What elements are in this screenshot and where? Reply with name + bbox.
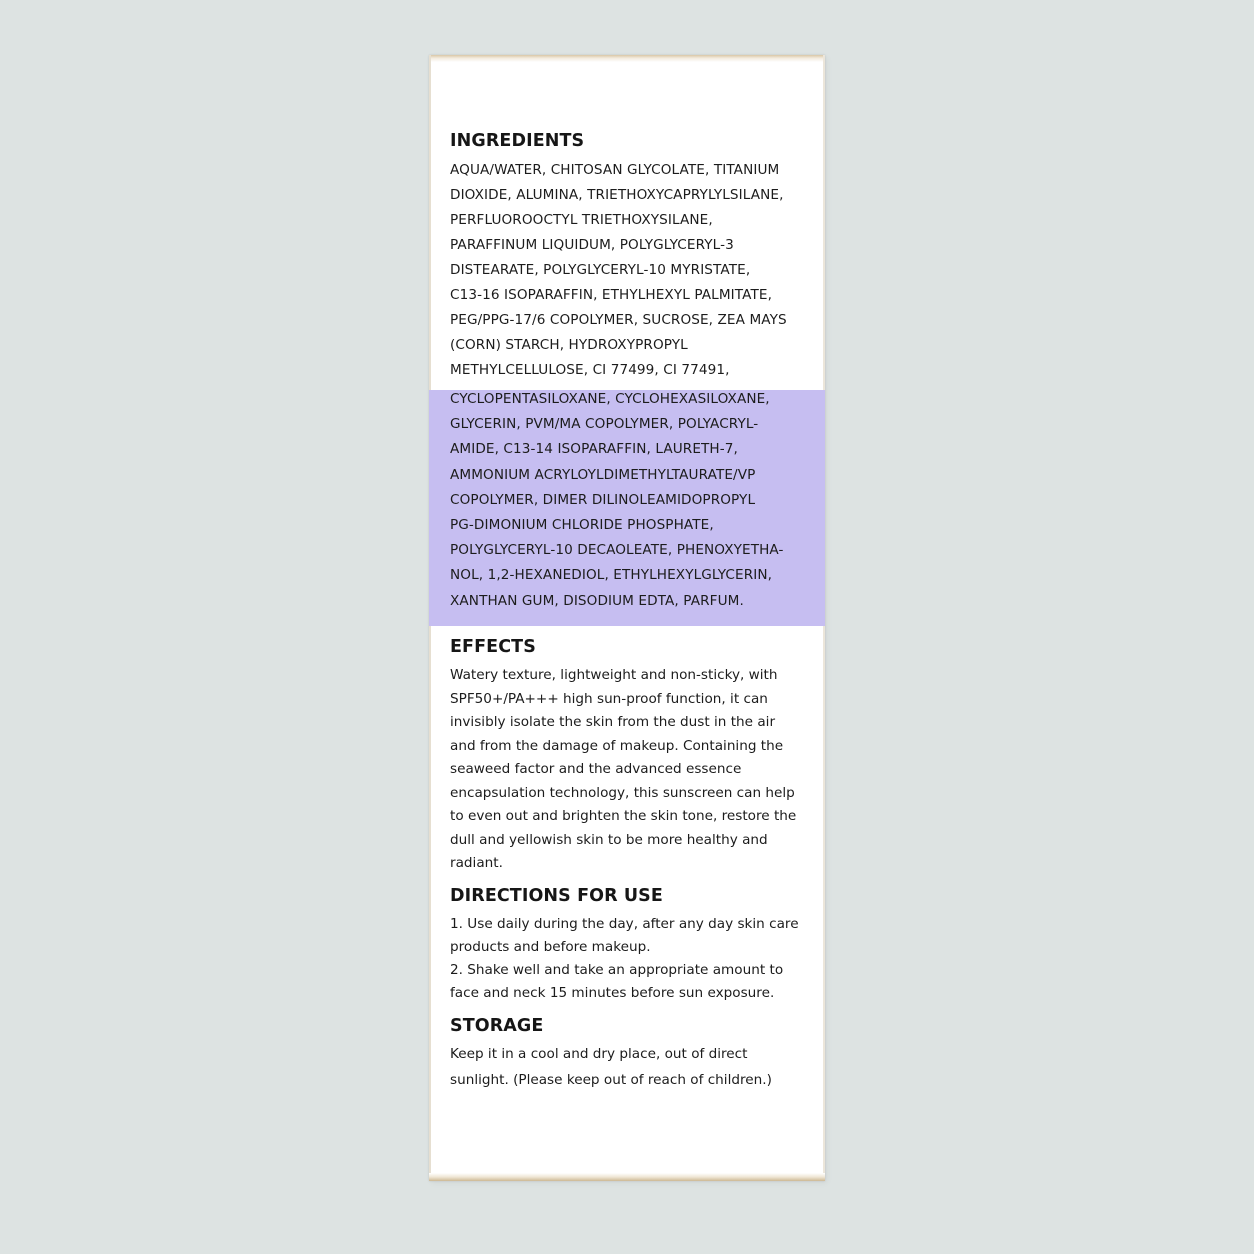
- ingredients-line: (CORN) STARCH, HYDROXYPROPYL: [450, 337, 688, 353]
- effects-line: SPF50+/PA+++ high sun-proof function, it can: [450, 690, 768, 707]
- ingredients-line: PERFLUOROOCTYL TRIETHOXYSILANE,: [450, 212, 713, 228]
- storage-heading: STORAGE: [450, 1016, 544, 1036]
- ingredients-line: XANTHAN GUM, DISODIUM EDTA, PARFUM.: [450, 592, 744, 609]
- effects-line: encapsulation technology, this sunscreen can help: [450, 784, 795, 801]
- effects-text: [450, 664, 796, 876]
- ingredients-line: METHYLCELLULOSE, CI 77499, CI 77491,: [450, 362, 730, 378]
- directions-line: 2. Shake well and take an appropriate amount to: [450, 962, 784, 978]
- storage-line: sunlight. (Please keep out of reach of children.): [450, 1071, 772, 1088]
- effects-line: dull and yellowish skin to be more healthy and: [450, 831, 768, 848]
- effects-line: to even out and brighten the skin tone, restore the: [450, 808, 797, 824]
- directions-line: face and neck 15 minutes before sun exposure.: [450, 985, 775, 1001]
- ingredients-line: DIOXIDE, ALUMINA, TRIETHOXYCAPRYLYLSILANE,: [450, 187, 784, 203]
- effects-line: seaweed factor and the advanced essence: [450, 761, 742, 777]
- effects-heading: EFFECTS: [450, 637, 536, 657]
- effects-line: and from the damage of makeup. Containing the: [450, 737, 784, 754]
- ingredients-line: C13-16 ISOPARAFFIN, ETHYLHEXYL PALMITATE,: [450, 287, 772, 303]
- directions-text: [450, 913, 799, 1005]
- ingredients-line: COPOLYMER, DIMER DILINOLEAMIDOPROPYL: [450, 491, 756, 508]
- ingredients-line: DISTEARATE, POLYGLYCERYL-10 MYRISTATE,: [450, 262, 751, 278]
- directions-line: 1. Use daily during the day, after any day skin care: [450, 916, 799, 932]
- ingredients-line: PEG/PPG-17/6 COPOLYMER, SUCROSE, ZEA MAYS: [450, 312, 787, 328]
- ingredients-line: PG-DIMONIUM CHLORIDE PHOSPHATE,: [450, 516, 714, 533]
- ingredients-list-band: [450, 387, 784, 614]
- effects-line: radiant.: [450, 855, 503, 871]
- directions-line: products and before makeup.: [450, 939, 651, 955]
- ingredients-heading: INGREDIENTS: [450, 131, 585, 151]
- storage-text: [450, 1043, 772, 1093]
- ingredients-line: AMIDE, C13-14 ISOPARAFFIN, LAURETH-7,: [450, 441, 738, 458]
- ingredients-line: POLYGLYCERYL-10 DECAOLEATE, PHENOXYETHA-: [450, 542, 784, 559]
- directions-heading: DIRECTIONS FOR USE: [450, 886, 663, 906]
- ingredients-line: AQUA/WATER, CHITOSAN GLYCOLATE, TITANIUM: [450, 162, 780, 178]
- effects-line: Watery texture, lightweight and non-sticky, with: [450, 667, 778, 683]
- effects-line: invisibly isolate the skin from the dust in the air: [450, 714, 776, 730]
- product-box-side-panel: [429, 55, 825, 1181]
- storage-line: Keep it in a cool and dry place, out of direct: [450, 1046, 748, 1062]
- box-bottom-edge: [429, 1173, 825, 1181]
- ingredients-line: CYCLOPENTASILOXANE, CYCLOHEXASILOXANE,: [450, 391, 770, 407]
- ingredients-list-top: [450, 158, 787, 383]
- ingredients-line: PARAFFINUM LIQUIDUM, POLYGLYCERYL-3: [450, 237, 734, 253]
- ingredients-line: GLYCERIN, PVM/MA COPOLYMER, POLYACRYL-: [450, 416, 759, 433]
- ingredients-line: NOL, 1,2-HEXANEDIOL, ETHYLHEXYLGLYCERIN,: [450, 567, 773, 584]
- box-top-edge: [429, 55, 825, 62]
- ingredients-line: AMMONIUM ACRYLOYLDIMETHYLTAURATE/VP: [450, 466, 756, 483]
